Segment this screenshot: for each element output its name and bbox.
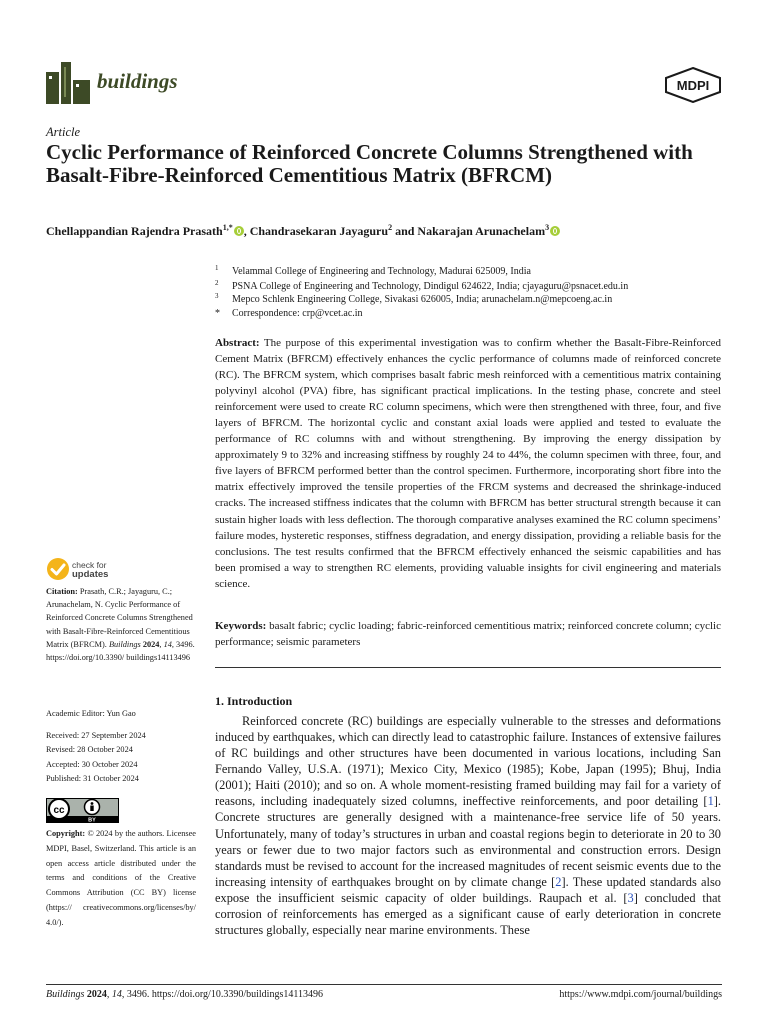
footer-citation: Buildings 2024, 14, 3496. https://doi.org/10.3390/buildings14113496 [46,989,323,1000]
footer-volume: 14 [111,989,122,1000]
author-sup: 1,* [222,223,233,232]
cc-by-license-badge[interactable] [46,798,119,823]
check-updates-icon [46,557,70,581]
check-updates-line1: check for [72,560,107,570]
section-divider [215,667,721,668]
intro-segment: ]. These updated standards also expose the insufficient seismic capacity of older buildings. Raupach et al. [ [215,874,721,905]
citation-doi[interactable]: , 3496. https://doi.org/10.3390/ buildings14113496 [46,639,195,663]
author-name[interactable]: Chellappandian Rajendra Prasath [46,224,223,238]
published-date: Published: 31 October 2024 [46,774,139,783]
intro-segment: ] concluded that corrosion of reinforcements has emerged as a significant cause of early deterioration in concrete structures globally, especially near marine environments. These [215,890,721,938]
footer-year: 2024 [86,989,107,1000]
journal-name: buildings [97,69,178,93]
academic-editor: Academic Editor: Yun Gao [46,709,136,718]
author-and: and [395,224,415,238]
license-badge-text: BY [88,817,96,823]
citation-volume: 14 [163,639,172,649]
affiliation-number: 2 [215,279,219,287]
affiliation-text: PSNA College of Engineering and Technology, Dindigul 624622, India; cjayaguru@psnacet.edu.in [232,281,629,292]
orcid-icon[interactable] [550,226,560,236]
received-date: Received: 27 September 2024 [46,731,146,740]
article-type: Article [46,125,81,139]
introduction-body [215,713,721,938]
footer-journal: Buildings [46,989,85,1000]
orcid-icon[interactable] [234,226,244,236]
affiliation-text: Correspondence: crp@vcet.ac.in [232,308,363,319]
footer-doi-link[interactable]: , 3496. https://doi.org/10.3390/buildings14113496 [121,989,323,1000]
intro-segment: ]. Concrete structures are generally designed with a maintenance-free service life of 50 years. Unfortunately, many of today’s structures in urban and coastal regions begin to deteriorate in 20 to 30 years or fewer due to two major factors such as environmental and construction errors. Design standards must be revised to account for the increased magnitudes of recent seismic events due to the increasing intensity of earthquakes brought on by climate change [ [215,794,721,889]
author-list: Chellappandian Rajendra Prasath$^{1,*}$ , Chandrasekaran Jayaguru$^2$ and Nakarajan Arunachelam$^3$ [46,223,726,239]
publisher-text: MDPI [676,78,710,93]
author-name[interactable]: Chandrasekaran Jayaguru [249,224,389,238]
intro-segment: Reinforced concrete (RC) buildings are especially vulnerable to the stresses and deformations induced by earthquakes, which can directly lead to catastrophic failure. Instances of extensive failures of RC buildings and other structures have been documented in various locations, including San Fernando Valley, U.S.A. (1971); Mexico City, Mexico (1985); Kobe, Japan (1995); Bhuj, India (2001); Haiti (2010); and so on. A whole moment-resisting framed building may fail for a variety of reasons, including inadequately sized columns, ineffective reinforcements, and poor detailing [ [215,714,721,809]
citation-year: 2024 [142,639,160,649]
affiliation-text: Velammal College of Engineering and Technology, Madurai 625009, India [232,266,531,277]
keywords [215,618,721,650]
check-for-updates-button[interactable] [46,557,136,583]
reference-link[interactable]: 1 [707,794,714,809]
section-heading-introduction: 1. Introduction [215,694,293,708]
abstract-text: The purpose of this experimental investigation was to confirm whether the Basalt-Fibre-Reinforced Cement Matrix (BFRCM) effectively enhances the cyclic performance of columns made of reinforced concrete (RC). The BFRCM system, which comprises basalt fabric mesh reinforced with a cementitious matrix containing polyvinyl alcohol (PVA) fibre, has significant practical implications. In the testing phase, concrete and steel reinforcement were used to create RC column specimens, which were then strengthened with three, four, and five layers of BFRCM. The horizontal cyclic and constant axial loads were applied and tested to evaluate the performance of RC columns with and without strengthening. By improving the energy dissipation by approximately 9 to 32% and increasing stiffness by roughly 24 to 44%, the column specimen with three, four, and five layers of BFRCM performed better than the control specimen. Furthermore, incorporating short fibre into the matrix effectively improved the tensile properties of the FRCM systems and decreased the shrinkage-induced cracks. The increased stiffness indicates that the column with BFRCM has better structural strength because it can sustain higher loads with less deflection. The thorough comparative analyses examined the RC column specimens’ failure modes, hysteretic responses, stiffness degradation, and energy dissipation, providing a reliable basis for the conclusions. The test results confirmed that the BFRCM effectively enhanced the seismic capabilities and has been promised a way to strengthen RC elements, providing valuable insights for civil engineering and materials science. [215,337,721,590]
abstract [215,335,721,592]
author-name[interactable]: Nakarajan Arunachelam [417,224,546,238]
article-title: Cyclic Performance of Reinforced Concrete Columns Strengthened with Basalt-Fibre-Reinforced Cementitious Matrix (BFRCM) [46,140,693,187]
affiliation-number: 1 [215,264,219,272]
accepted-date: Accepted: 30 October 2024 [46,760,138,769]
citation-label: Citation: [46,587,78,596]
citation-block: Citation: Prasath, C.R.; Jayaguru, C.; Arunachelam, N. Cyclic Performance of Reinforced Concrete Columns Strengthened with Basalt-Fibre-Reinforced Cementitious Matrix (BFRCM). Buildings 2024, 14, 3496. https://doi.org/10.3390/ buildings14113496 [46,587,195,663]
copyright-block [46,827,196,931]
keywords-text: basalt fabric; cyclic loading; fabric-reinforced cementitious matrix; reinforced concrete column; cyclic performance; seismic parameters [215,620,721,648]
author-sup: 3 [545,223,550,232]
footer-journal-url[interactable]: https://www.mdpi.com/journal/buildings [559,989,722,1000]
check-updates-line2: updates [72,569,109,580]
svg-text:cc: cc [53,805,65,816]
affiliation-text: Mepco Schlenk Engineering College, Sivakasi 626005, India; arunachelam.n@mepcoeng.ac.in [232,294,613,305]
footer-divider [46,984,722,985]
copyright-text: © 2024 by the authors. Licensee MDPI, Basel, Switzerland. This article is an open access article distributed under the terms and conditions of the Creative Commons Attribution (CC BY) license (https:// creativecommons.org/licenses/by/ 4.0/). [46,829,196,927]
abstract-label: Abstract: [215,337,260,349]
reference-link[interactable]: 3 [627,890,634,905]
citation-journal: Buildings [108,639,141,649]
journal-logo [46,62,90,104]
copyright-label: Copyright: [46,829,86,838]
affiliation-number: 3 [215,292,219,300]
mdpi-logo [663,67,723,103]
citation-text: Prasath, C.R.; Jayaguru, C.; Arunachelam, N. Cyclic Performance of Reinforced Concrete Columns Strengthened with Basalt-Fibre-Reinforced Cementitious Matrix (BFRCM). [46,587,193,649]
author-sup: 2 [388,223,393,232]
reference-link[interactable]: 2 [555,874,562,889]
affiliation-number: * [215,308,220,319]
revised-date: Revised: 28 October 2024 [46,745,133,754]
keywords-label: Keywords: [215,620,267,632]
